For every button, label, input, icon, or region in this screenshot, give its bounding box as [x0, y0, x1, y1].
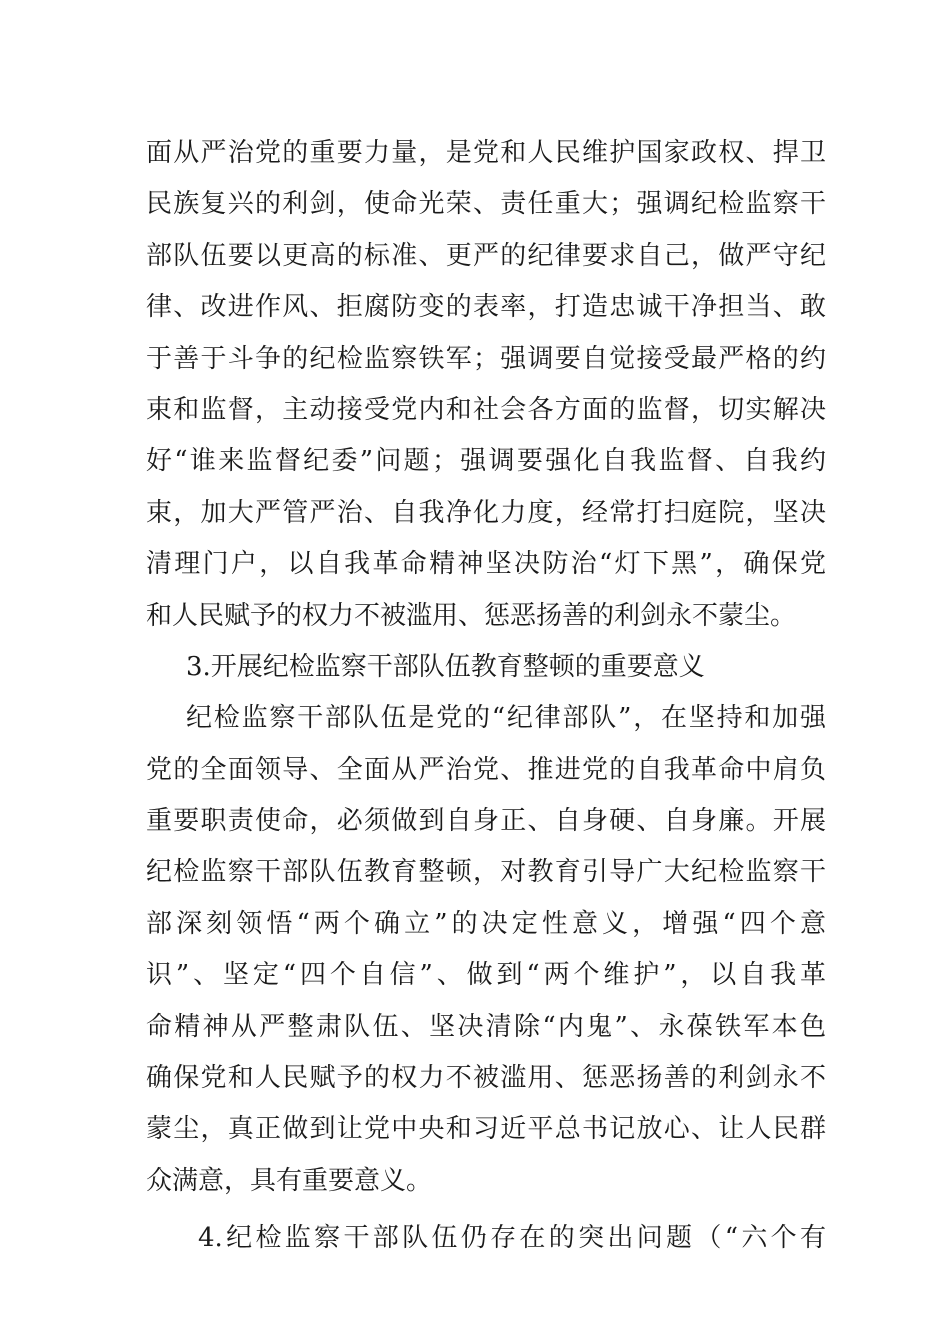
text-line: 于善于斗争的纪检监察铁军；强调要自觉接受最严格的约: [146, 343, 826, 374]
paragraph-continued: [146, 128, 826, 642]
text-line: 识”、坚定“四个自信”、做到“两个维护”，以自我革: [146, 960, 826, 991]
text-line: 部深刻领悟“两个确立”的决定性意义，增强“四个意: [146, 908, 826, 939]
paragraph-significance: [146, 693, 826, 1207]
text-line: 束和监督，主动接受党内和社会各方面的监督，切实解决: [146, 394, 826, 425]
text-line: 好“谁来监督纪委”问题；强调要强化自我监督、自我约: [146, 446, 826, 477]
text-line: 部队伍要以更高的标准、更严的纪律要求自己，做严守纪: [146, 240, 826, 271]
text-line: 民族复兴的利剑，使命光荣、责任重大；强调纪检监察干: [146, 189, 826, 220]
document-body: [146, 128, 826, 1265]
text-line: 重要职责使命，必须做到自身正、自身硬、自身廉。开展: [146, 806, 826, 837]
text-line: 纪检监察干部队伍是党的“纪律部队”，在坚持和加强: [186, 703, 826, 734]
text-line: 束，加大严管严治、自我净化力度，经常打扫庭院，坚决: [146, 497, 826, 528]
text-line: 众满意，具有重要意义。: [146, 1165, 433, 1196]
text-line: 清理门户，以自我革命精神坚决防治“灯下黑”，确保党: [146, 549, 826, 580]
text-line: 命精神从严整肃队伍、坚决清除“内鬼”、永葆铁军本色: [146, 1011, 826, 1042]
text-line: 和人民赋予的权力不被滥用、惩恶扬善的利剑永不蒙尘。: [146, 600, 797, 631]
text-line: 确保党和人民赋予的权力不被滥用、惩恶扬善的利剑永不: [146, 1063, 826, 1094]
section-heading-4: 4.纪检监察干部队伍仍存在的突出问题（“六个有: [198, 1223, 826, 1254]
text-line: 蒙尘，真正做到让党中央和习近平总书记放心、让人民群: [146, 1114, 826, 1145]
text-line: 律、改进作风、拒腐防变的表率，打造忠诚干净担当、敢: [146, 292, 826, 323]
text-line: 面从严治党的重要力量，是党和人民维护国家政权、捍卫: [146, 138, 826, 168]
text-line: 党的全面领导、全面从严治党、推进党的自我革命中肩负: [146, 754, 826, 785]
text-line: 纪检监察干部队伍教育整顿，对教育引导广大纪检监察干: [146, 857, 826, 888]
section-heading-3: 3.开展纪检监察干部队伍教育整顿的重要意义: [186, 651, 705, 682]
